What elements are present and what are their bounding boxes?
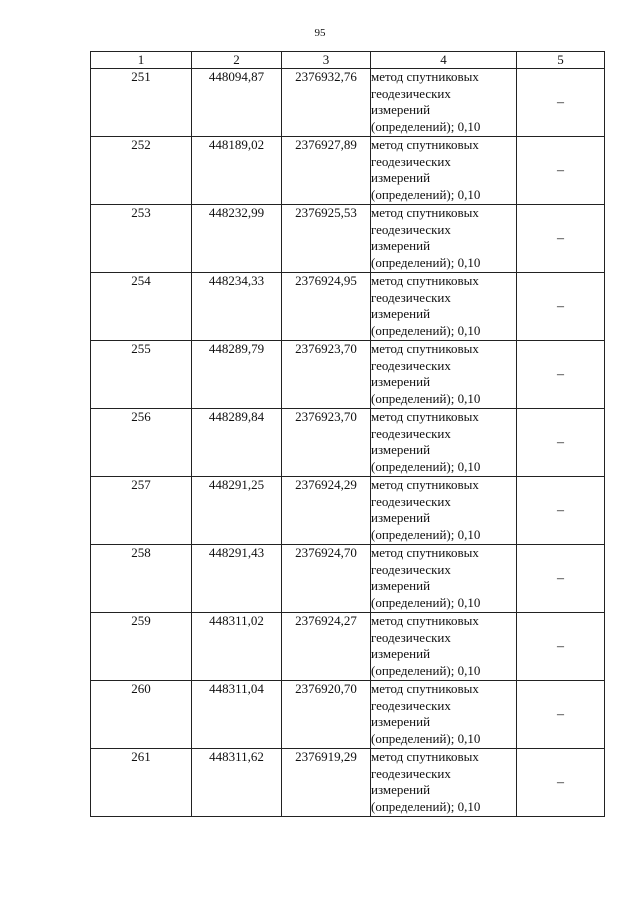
y-coordinate-cell: 2376923,70	[282, 341, 371, 409]
method-line: метод спутниковых	[371, 205, 479, 220]
method-line: геодезических	[371, 221, 451, 237]
point-number-cell: 253	[91, 205, 192, 273]
method-line: измерений	[371, 170, 431, 185]
x-coordinate-cell: 448094,87	[192, 69, 282, 137]
x-coordinate-cell: 448311,02	[192, 613, 282, 681]
point-number-cell: 256	[91, 409, 192, 477]
accuracy-cell: –	[517, 205, 605, 273]
method-line: геодезических	[371, 765, 451, 781]
method-line: метод спутниковых	[371, 273, 479, 288]
method-line: метод спутниковых	[371, 69, 479, 84]
table-row	[91, 273, 605, 341]
accuracy-cell: –	[517, 749, 605, 817]
method-line: геодезических	[371, 425, 451, 441]
accuracy-cell: –	[517, 681, 605, 749]
method-line: (определений); 0,10	[371, 730, 481, 746]
x-coordinate-cell: 448234,33	[192, 273, 282, 341]
table-row	[91, 341, 605, 409]
y-coordinate-cell: 2376919,29	[282, 749, 371, 817]
method-line: геодезических	[371, 629, 451, 645]
table-row	[91, 409, 605, 477]
method-line: (определений); 0,10	[371, 322, 481, 338]
method-line: геодезических	[371, 289, 451, 305]
point-number-cell: 255	[91, 341, 192, 409]
method-cell	[371, 273, 517, 341]
method-line: измерений	[371, 646, 431, 661]
method-line: (определений); 0,10	[371, 458, 481, 474]
method-line: (определений); 0,10	[371, 390, 481, 406]
accuracy-cell: –	[517, 409, 605, 477]
column-header-1: 1	[91, 52, 192, 69]
table-row	[91, 613, 605, 681]
column-header-5: 5	[517, 52, 605, 69]
method-cell	[371, 69, 517, 137]
method-line: измерений	[371, 238, 431, 253]
method-line: измерений	[371, 102, 431, 117]
column-header-2: 2	[192, 52, 282, 69]
method-cell	[371, 477, 517, 545]
table-row	[91, 477, 605, 545]
method-line: геодезических	[371, 153, 451, 169]
coordinates-table	[90, 51, 605, 817]
y-coordinate-cell: 2376924,70	[282, 545, 371, 613]
method-line: метод спутниковых	[371, 681, 479, 696]
table-row	[91, 681, 605, 749]
method-line: измерений	[371, 306, 431, 321]
method-cell	[371, 681, 517, 749]
accuracy-cell: –	[517, 613, 605, 681]
method-line: метод спутниковых	[371, 137, 479, 152]
y-coordinate-cell: 2376924,27	[282, 613, 371, 681]
method-line: метод спутниковых	[371, 341, 479, 356]
point-number-cell: 261	[91, 749, 192, 817]
x-coordinate-cell: 448289,79	[192, 341, 282, 409]
accuracy-cell: –	[517, 341, 605, 409]
table-header-row	[91, 52, 605, 69]
accuracy-cell: –	[517, 273, 605, 341]
method-line: измерений	[371, 714, 431, 729]
method-cell	[371, 545, 517, 613]
table-body	[91, 69, 605, 817]
method-line: (определений); 0,10	[371, 594, 481, 610]
x-coordinate-cell: 448291,43	[192, 545, 282, 613]
method-cell	[371, 341, 517, 409]
column-header-4: 4	[371, 52, 517, 69]
x-coordinate-cell: 448189,02	[192, 137, 282, 205]
x-coordinate-cell: 448289,84	[192, 409, 282, 477]
table-row	[91, 749, 605, 817]
y-coordinate-cell: 2376932,76	[282, 69, 371, 137]
x-coordinate-cell: 448232,99	[192, 205, 282, 273]
table-row	[91, 69, 605, 137]
method-cell	[371, 749, 517, 817]
y-coordinate-cell: 2376924,29	[282, 477, 371, 545]
method-line: (определений); 0,10	[371, 526, 481, 542]
method-cell	[371, 205, 517, 273]
method-cell	[371, 137, 517, 205]
method-line: геодезических	[371, 697, 451, 713]
method-line: измерений	[371, 510, 431, 525]
point-number-cell: 254	[91, 273, 192, 341]
method-line: метод спутниковых	[371, 409, 479, 424]
method-line: (определений); 0,10	[371, 254, 481, 270]
method-line: измерений	[371, 374, 431, 389]
method-line: (определений); 0,10	[371, 186, 481, 202]
y-coordinate-cell: 2376925,53	[282, 205, 371, 273]
point-number-cell: 251	[91, 69, 192, 137]
method-cell	[371, 409, 517, 477]
table-row	[91, 545, 605, 613]
y-coordinate-cell: 2376927,89	[282, 137, 371, 205]
method-line: измерений	[371, 782, 431, 797]
method-line: метод спутниковых	[371, 613, 479, 628]
page-number: 95	[314, 27, 326, 39]
point-number-cell: 259	[91, 613, 192, 681]
y-coordinate-cell: 2376920,70	[282, 681, 371, 749]
method-line: измерений	[371, 442, 431, 457]
point-number-cell: 258	[91, 545, 192, 613]
method-line: геодезических	[371, 493, 451, 509]
x-coordinate-cell: 448291,25	[192, 477, 282, 545]
method-line: метод спутниковых	[371, 749, 479, 764]
y-coordinate-cell: 2376924,95	[282, 273, 371, 341]
method-line: метод спутниковых	[371, 545, 479, 560]
point-number-cell: 252	[91, 137, 192, 205]
method-line: геодезических	[371, 561, 451, 577]
point-number-cell: 257	[91, 477, 192, 545]
accuracy-cell: –	[517, 477, 605, 545]
method-line: измерений	[371, 578, 431, 593]
method-line: метод спутниковых	[371, 477, 479, 492]
method-line: (определений); 0,10	[371, 118, 481, 134]
y-coordinate-cell: 2376923,70	[282, 409, 371, 477]
x-coordinate-cell: 448311,62	[192, 749, 282, 817]
table-row	[91, 137, 605, 205]
x-coordinate-cell: 448311,04	[192, 681, 282, 749]
method-line: геодезических	[371, 85, 451, 101]
accuracy-cell: –	[517, 69, 605, 137]
accuracy-cell: –	[517, 137, 605, 205]
table-row	[91, 205, 605, 273]
method-line: геодезических	[371, 357, 451, 373]
point-number-cell: 260	[91, 681, 192, 749]
accuracy-cell: –	[517, 545, 605, 613]
column-header-3: 3	[282, 52, 371, 69]
method-line: (определений); 0,10	[371, 662, 481, 678]
method-cell	[371, 613, 517, 681]
method-line: (определений); 0,10	[371, 798, 481, 814]
